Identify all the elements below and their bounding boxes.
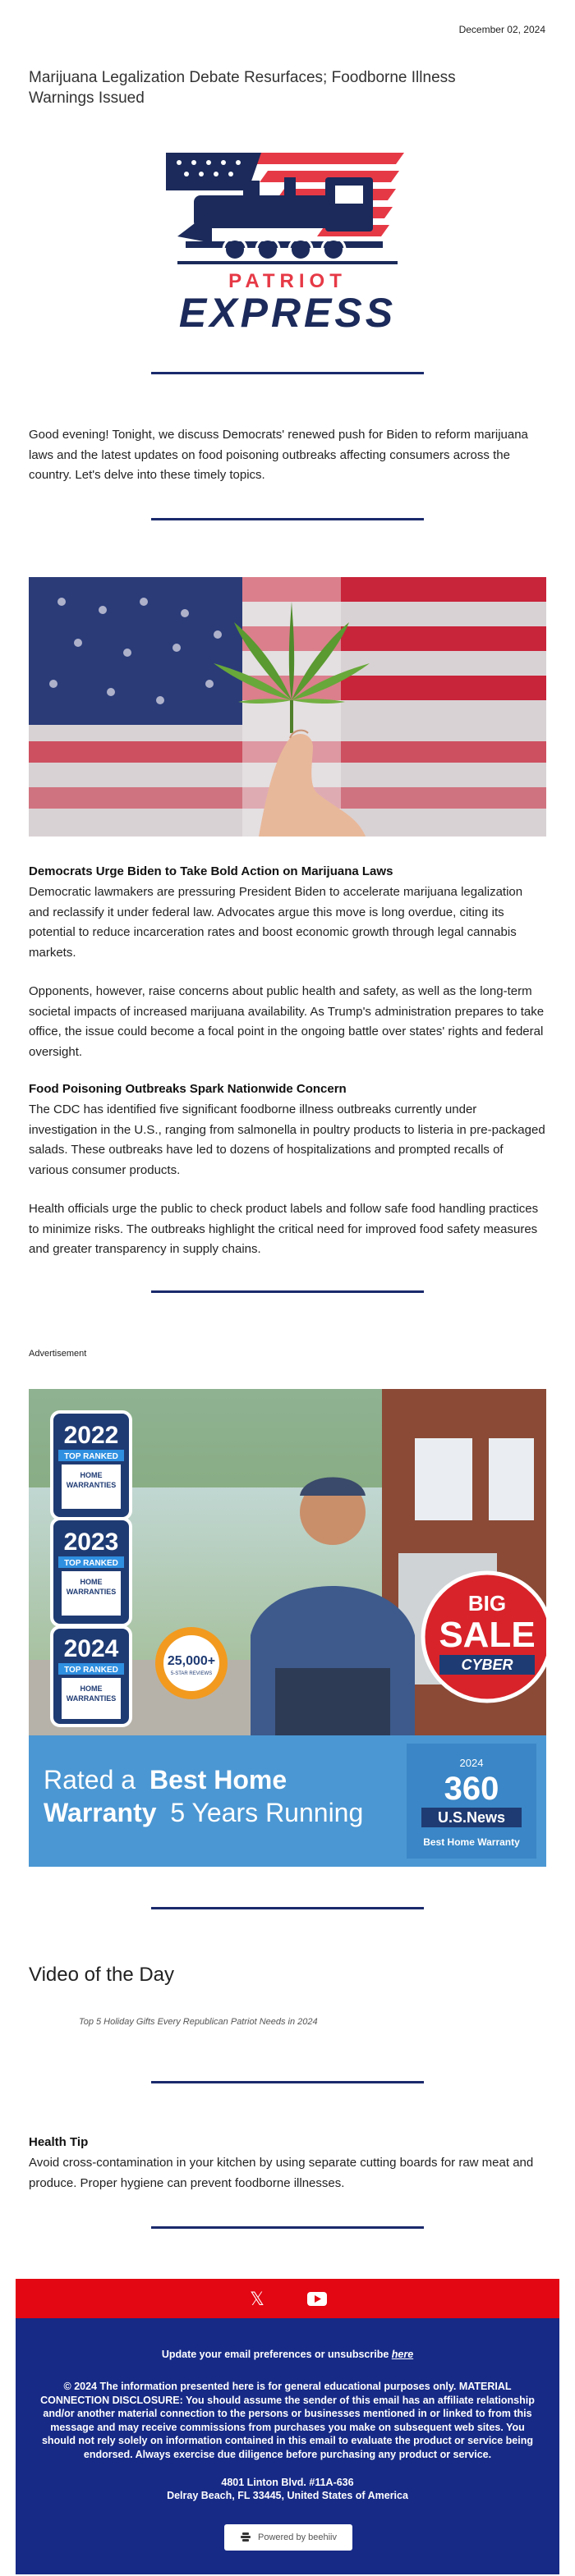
story2-paragraph-1: The CDC has identified five significant foodborne illness outbreaks currently under investigation in the U.S., ranging from salmonella in poultry products to listeria in pre-packaged salads. These outbreaks have led to dozens of hospitalizations and prompted recalls of various consumer products. xyxy=(29,1102,545,1177)
health-tip-title: Health Tip xyxy=(29,2135,89,2149)
reviews-label: 5-STAR REVIEWS xyxy=(170,1671,213,1676)
ranked-badge-2024 xyxy=(52,1627,131,1726)
sale-line3: CYBER xyxy=(461,1657,513,1673)
banner-pre: Rated a xyxy=(44,1765,136,1794)
reviews-badge xyxy=(155,1627,228,1699)
logo-line1: PATRIOT xyxy=(228,270,347,292)
section-divider xyxy=(151,2226,424,2229)
logo-line2: EXPRESS xyxy=(178,290,397,333)
advertisement-label: Advertisement xyxy=(29,1349,87,1359)
section-divider xyxy=(151,518,424,520)
youtube-icon[interactable] xyxy=(307,2292,327,2306)
banner-bold1: Best Home xyxy=(149,1765,288,1794)
badge-warranties: WARRANTIES xyxy=(66,1694,117,1703)
section-divider xyxy=(151,1907,424,1909)
award-number: 360 xyxy=(444,1771,499,1807)
badge-home: HOME xyxy=(80,1684,103,1693)
sale-line2: SALE xyxy=(439,1615,536,1655)
story1-paragraph-1: Democratic lawmakers are pressuring President Biden to accelerate marijuana legalization and reclassify it under federal law. Advocates argue this move is long overdue, citing its potential to reduce incarceration rates and boost economic growth through legal cannabis markets. xyxy=(29,885,523,960)
badge-year: 2023 xyxy=(63,1529,119,1556)
address-line-1: 4801 Linton Blvd. #11A-636 xyxy=(221,2477,354,2488)
svg-text:Warranty 5 Years Runni xyxy=(44,1798,363,1827)
story2-title: Food Poisoning Outbreaks Spark Nationwide Concern xyxy=(29,1082,347,1096)
award-caption: Best Home Warranty xyxy=(423,1836,520,1848)
badge-home: HOME xyxy=(80,1578,103,1586)
page-title: Marijuana Legalization Debate Resurfaces; Foodborne Illness Warnings Issued xyxy=(29,69,456,107)
footer-social-bar xyxy=(16,2279,559,2318)
story1-title: Democrats Urge Biden to Take Bold Action on Marijuana Laws xyxy=(29,864,393,878)
health-tip-text: Avoid cross-contamination in your kitchen by using separate cutting boards for raw meat and produce. Proper hygiene can prevent foodborne illnesses. xyxy=(29,2156,534,2190)
intro-paragraph: Good evening! Tonight, we discuss Democrats' renewed push for Biden to reform marijuana laws and the latest updates on food poisoning outbreaks affecting consumers across the country. Let's delve into these timely topics. xyxy=(29,428,528,482)
banner-post: 5 Years Running xyxy=(170,1798,364,1827)
powered-by-beehiiv-button[interactable] xyxy=(224,2524,352,2551)
email-preferences xyxy=(36,2348,539,2362)
badge-ranked: TOP RANKED xyxy=(64,1452,118,1461)
banner-bold2: Warranty xyxy=(44,1798,157,1827)
badge-warranties: WARRANTIES xyxy=(66,1481,117,1489)
reviews-count: 25,000+ xyxy=(167,1654,216,1668)
badge-warranties: WARRANTIES xyxy=(66,1588,117,1596)
address-line-2: Delray Beach, FL 33445, United States of America xyxy=(167,2490,408,2501)
ranked-badge-2023 xyxy=(52,1519,131,1625)
badge-year: 2024 xyxy=(63,1635,119,1662)
award-year: 2024 xyxy=(459,1757,484,1769)
svg-text:Rated a Best Home xyxy=(44,1765,287,1794)
badge-ranked: TOP RANKED xyxy=(64,1666,118,1675)
footer-disclaimer: © 2024 The information presented here is for general educational purposes only. MATERIAL CONNECTION DISCLOSURE: You should assume the sender of this email has an affiliate relationship and/or another material connection to the persons or businesses mentioned in or linked to from this message and may receive commissions from purchases you make on subsequent web sites. You should not rely solely on information contained in this email to evaluate the product or service being endorsed. Always exercise due diligence before purchasing any product or service. xyxy=(40,2381,535,2460)
section-divider xyxy=(151,1290,424,1293)
beehiiv-icon xyxy=(240,2532,251,2543)
issue-date: December 02, 2024 xyxy=(458,24,545,35)
badge-home: HOME xyxy=(80,1471,103,1479)
us-news-award xyxy=(407,1744,536,1859)
unsubscribe-link[interactable]: here xyxy=(391,2349,414,2360)
video-caption-link[interactable]: Top 5 Holiday Gifts Every Republican Patriot Needs in 2024 xyxy=(79,2017,318,2027)
preferences-text: Update your email preferences or unsubscribe xyxy=(161,2349,392,2360)
section-divider xyxy=(151,2081,424,2083)
section-divider xyxy=(151,372,424,374)
x-twitter-icon[interactable]: 𝕏 xyxy=(250,2289,264,2309)
home-warranty-ad[interactable] xyxy=(29,1389,546,1867)
story1-paragraph-2: Opponents, however, raise concerns about public health and safety, as well as the long-term societal impacts of increased marijuana availability. As Trump's administration prepares to take office, the issue could become a focal point in the ongoing battle over states' rights and federal oversight. xyxy=(29,984,545,1059)
video-section-title: Video of the Day xyxy=(29,1964,175,1986)
powered-by-text: Powered by beehiiv xyxy=(257,2532,337,2542)
story2-paragraph-2: Health officials urge the public to check product labels and follow safe food handling practices to minimize risks. The outbreaks highlight the critical need for improved food safety measures and greater transparency in supply chains. xyxy=(29,1202,539,1256)
sale-line1: BIG xyxy=(467,1591,507,1616)
award-brand: U.S.News xyxy=(437,1809,506,1826)
badge-ranked: TOP RANKED xyxy=(64,1559,118,1568)
cannabis-flag-image[interactable] xyxy=(29,577,546,837)
patriot-express-logo[interactable] xyxy=(161,144,414,333)
badge-year: 2022 xyxy=(63,1422,119,1449)
ranked-badge-2022 xyxy=(52,1412,131,1519)
big-sale-badge xyxy=(423,1573,546,1701)
